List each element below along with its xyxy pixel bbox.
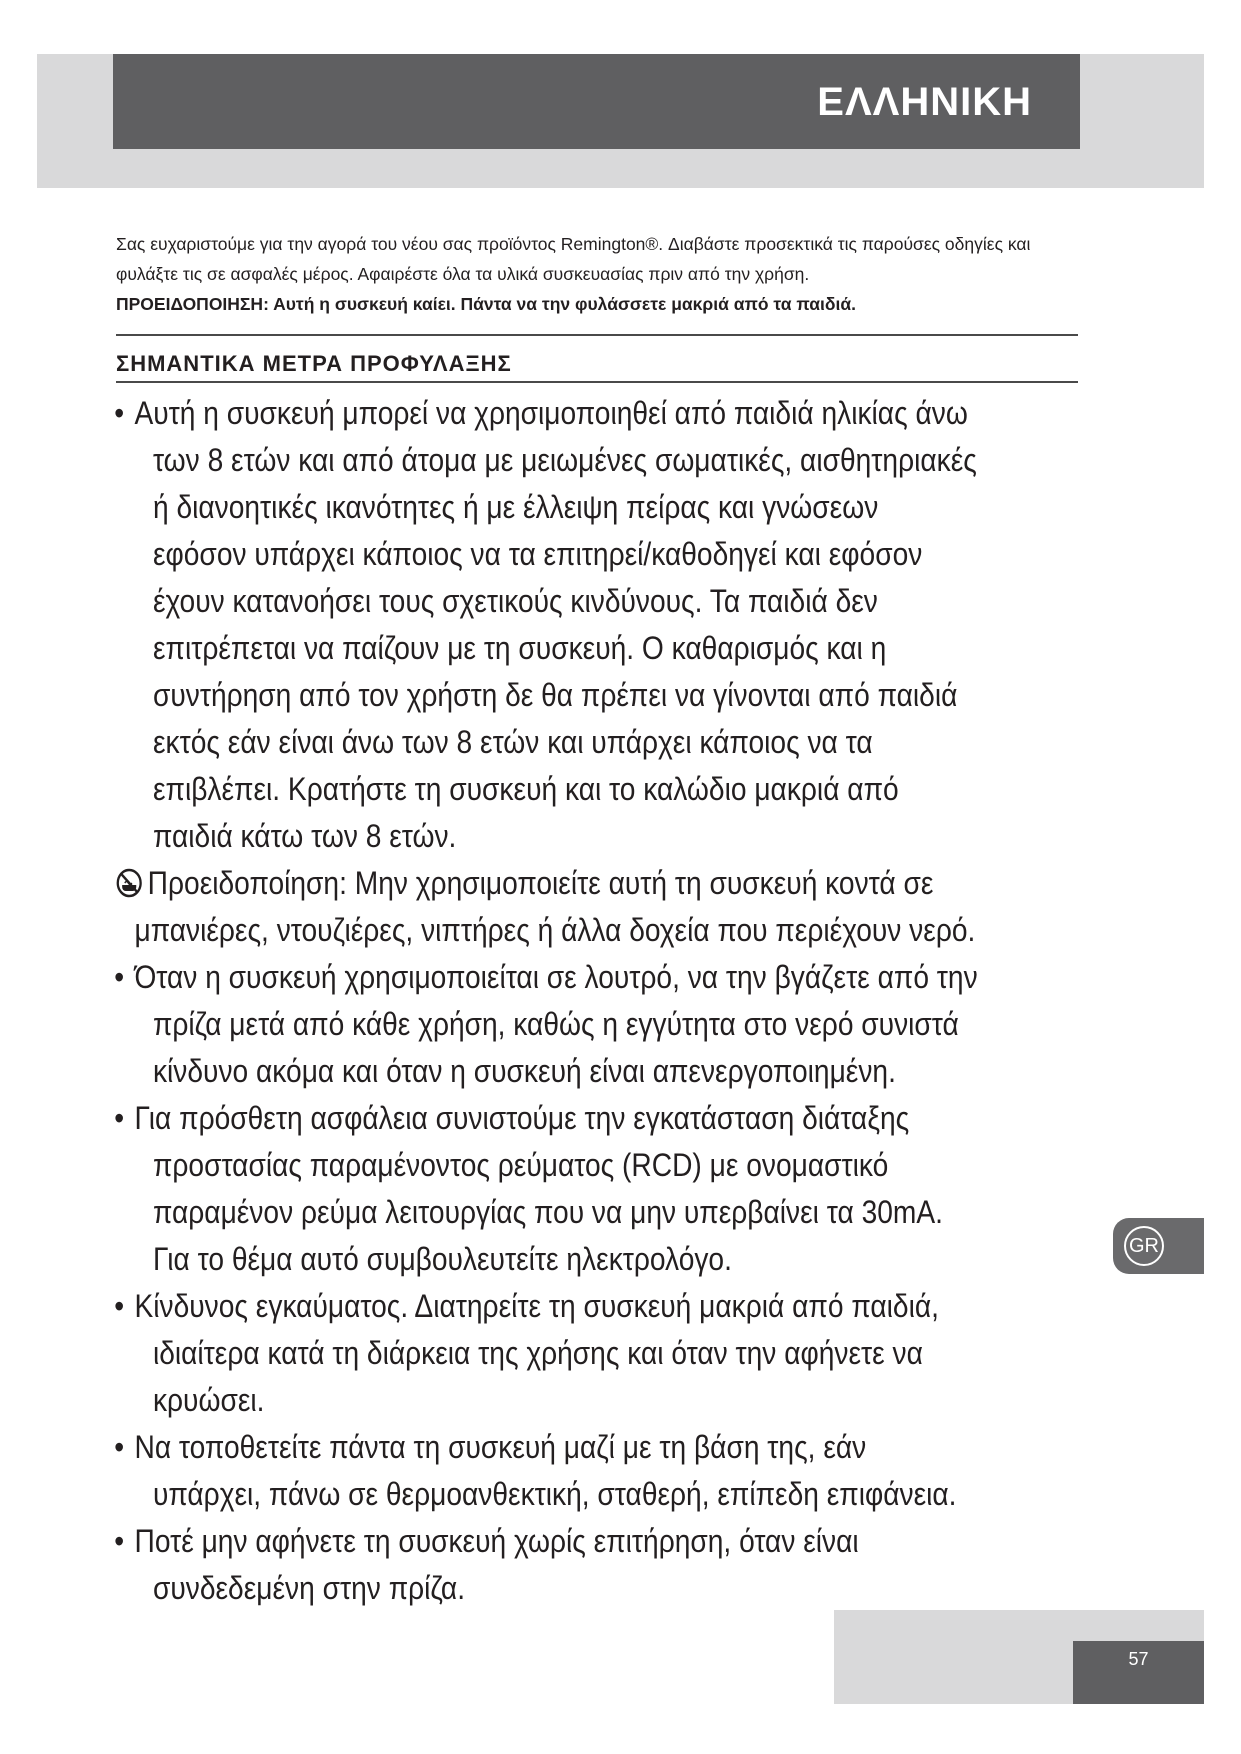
- language-tab-label: GR: [1124, 1226, 1164, 1266]
- list-item: [116, 1424, 978, 1518]
- list-item-text: Ποτέ μην αφήνετε τη συσκευή χωρίς επιτήρηση, όταν είναι συνδεδεμένη στην πρίζα.: [134, 1523, 859, 1606]
- list-item: [116, 1518, 978, 1612]
- section-title: ΣΗΜΑΝΤΙΚΑ ΜΕΤΡΑ ΠΡΟΦΥΛΑΞΗΣ: [116, 351, 512, 376]
- page-language-title: ΕΛΛΗΝΙΚΗ: [817, 80, 1032, 124]
- list-item-text: Να τοποθετείτε πάντα τη συσκευή μαζί με τη βάση της, εάν υπάρχει, πάνω σε θερμοανθεκτική, σταθερή, επίπεδη επιφάνεια.: [134, 1429, 957, 1512]
- page-number-box: [1073, 1641, 1204, 1704]
- intro-warning: ΠΡΟΕΙΔΟΠΟΙΗΣΗ: Αυτή η συσκευή καίει. Πάντα να την φυλάσσετε μακριά από τα παιδιά.: [116, 294, 856, 314]
- title-bar: [113, 54, 1080, 149]
- list-item-text: Για πρόσθετη ασφάλεια συνιστούμε την εγκατάσταση διάταξης προστασίας παραμένοντος ρεύματος (RCD) με ονομαστικό παραμένον ρεύμα λειτουργίας που να μην υπερβαίνει τα 30mA. Για το θέμα αυτό συμβουλευτείτε ηλεκτρολόγο.: [134, 1100, 943, 1277]
- language-tab: [1113, 1218, 1204, 1274]
- list-item: [116, 954, 978, 1095]
- page-number: 57: [1128, 1649, 1149, 1669]
- list-item-text: Προειδοποίηση: Μην χρησιμοποιείτε αυτή τη συσκευή κοντά σε μπανιέρες, ντουζιέρες, νιπτήρες ή άλλα δοχεία που περιέχουν νερό.: [134, 865, 976, 948]
- list-item-text: Κίνδυνος εγκαύματος. Διατηρείτε τη συσκευή μακριά από παιδιά, ιδιαίτερα κατά τη διάρκεια της χρήσης και όταν την αφήνετε να κρυώσει.: [134, 1288, 939, 1418]
- list-item: [116, 1283, 978, 1424]
- safety-list: [116, 390, 978, 1612]
- bullet: •: [114, 1429, 125, 1465]
- section-rule-top: [116, 334, 1078, 336]
- no-water-bath-icon: [116, 868, 142, 898]
- bullet: •: [114, 1100, 125, 1136]
- bullet: •: [114, 395, 125, 431]
- section-rule-bottom: [116, 381, 1078, 383]
- list-item: [116, 1095, 978, 1283]
- bullet: •: [114, 1288, 125, 1324]
- list-item-text: Όταν η συσκευή χρησιμοποιείται σε λουτρό, να την βγάζετε από την πρίζα μετά από κάθε χρήση, καθώς η εγγύτητα στο νερό συνιστά κίνδυνο ακόμα και όταν η συσκευή είναι απενεργοποιημένη.: [134, 959, 978, 1089]
- bullet: •: [114, 959, 125, 995]
- intro-text: [116, 229, 1076, 319]
- bullet: •: [114, 1523, 125, 1559]
- list-item-text: Αυτή η συσκευή μπορεί να χρησιμοποιηθεί από παιδιά ηλικίας άνω των 8 ετών και από άτομα με μειωμένες σωματικές, αισθητηριακές ή διανοητικές ικανότητες ή με έλλειψη πείρας και γνώσεων εφόσον υπάρχει κάποιος να τα επιτηρεί/καθοδηγεί και εφόσον έχουν κατανοήσει τους σχετικούς κινδύνους. Τα παιδιά δεν επιτρέπεται να παίζουν με τη συσκευή. Ο καθαρισμός και η συντήρηση από τον χρήστη δε θα πρέπει να γίνονται από παιδιά εκτός εάν είναι άνω των 8 ετών και υπάρχει κάποιος να τα επιβλέπει. Κρατήστε τη συσκευή και το καλώδιο μακριά από παιδιά κάτω των 8 ετών.: [134, 395, 977, 854]
- list-item-warning: [116, 860, 978, 954]
- intro-paragraph: Σας ευχαριστούμε για την αγορά του νέου σας προϊόντος Remington®. Διαβάστε προσεκτικά τις παρούσες οδηγίες και φυλάξτε τις σε ασφαλές μέρος. Αφαιρέστε όλα τα υλικά συσκευασίας πριν από την χρήση.: [116, 234, 1031, 284]
- list-item: [116, 390, 978, 860]
